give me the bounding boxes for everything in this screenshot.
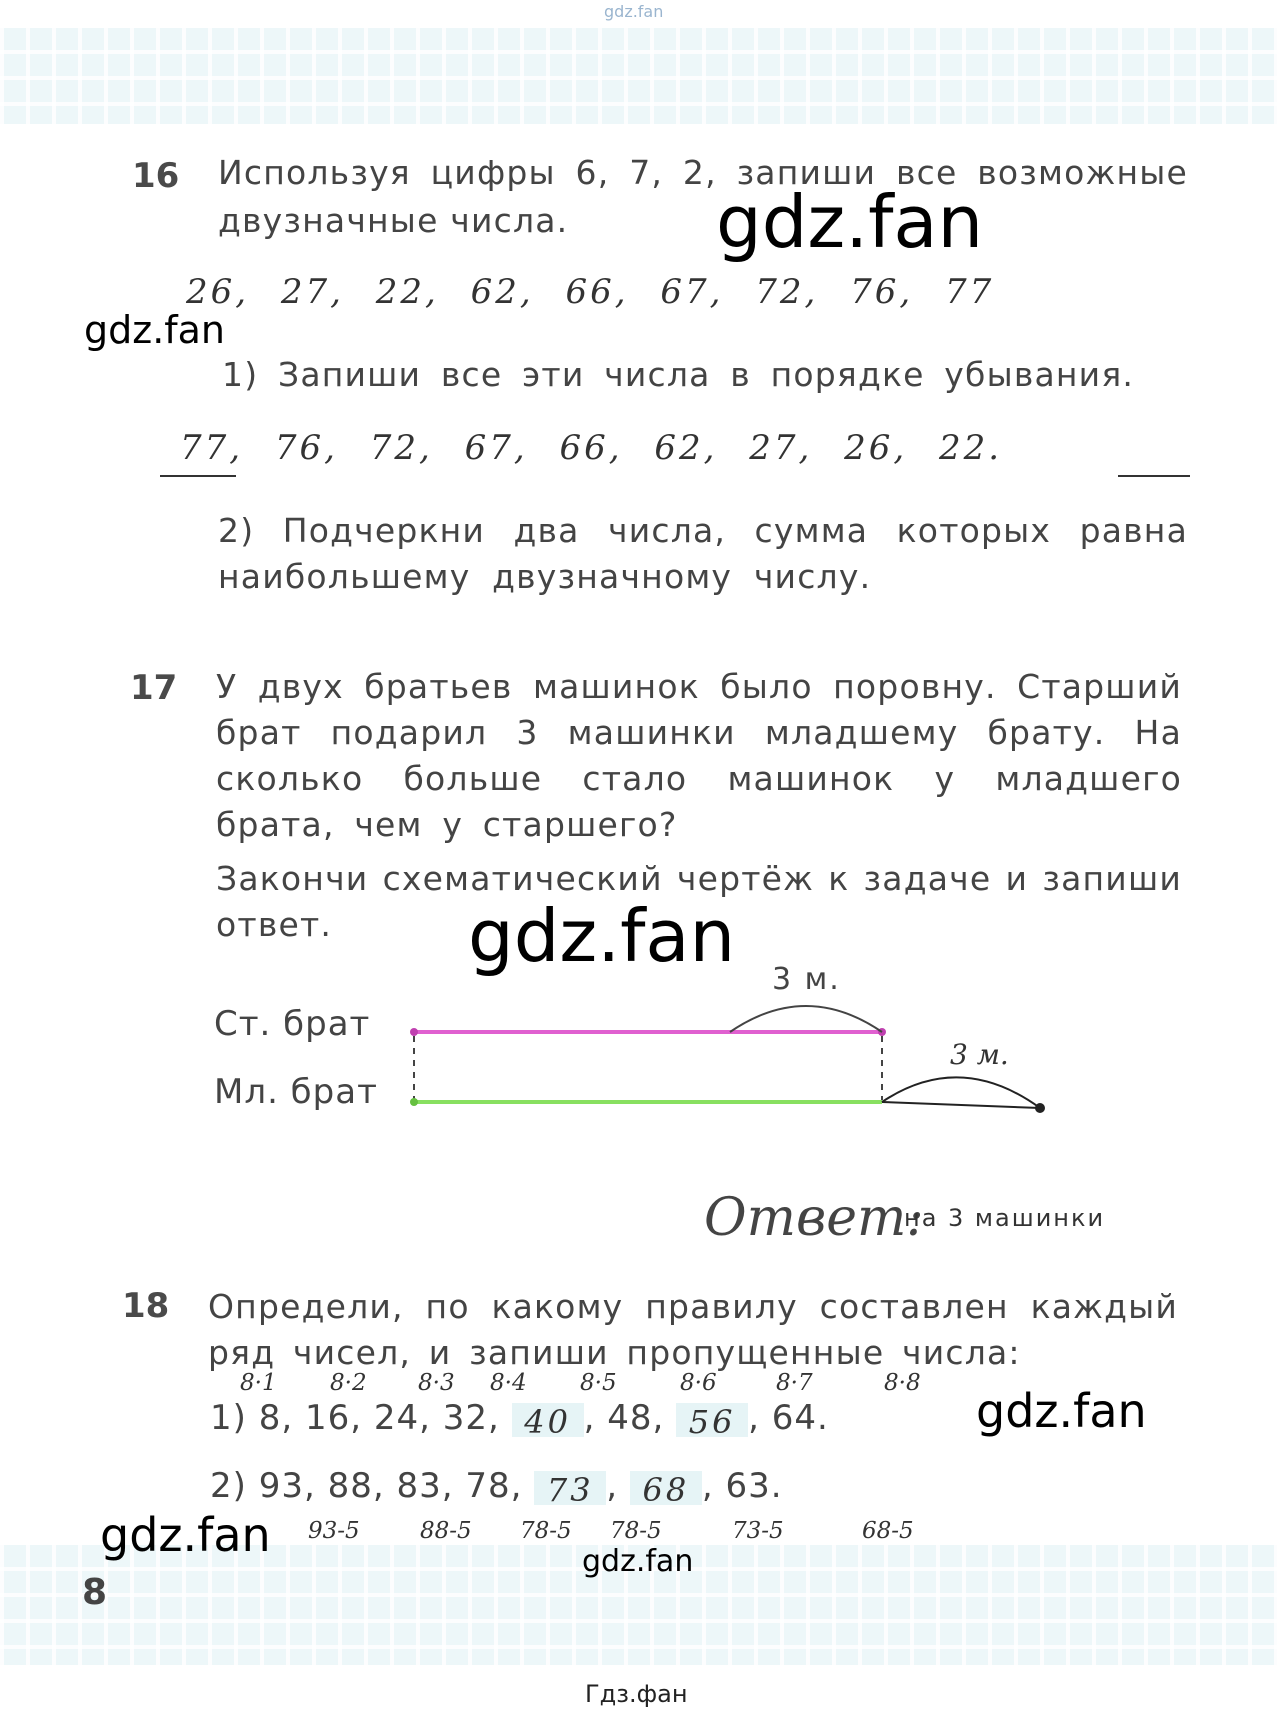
younger-end-dot [1035, 1103, 1045, 1113]
task-17-number: 17 [130, 668, 178, 708]
row1-notes-note: 8·4 [490, 1370, 527, 1396]
row2-middle: , [606, 1466, 619, 1506]
younger-extension-line [882, 1102, 1040, 1108]
arc-label-printed: 3 м. [772, 962, 841, 997]
label-older-brother: Ст. брат [214, 1004, 371, 1044]
arc-label-handwritten: 3 м. [950, 1038, 1009, 1071]
watermark-1: gdz.fan [716, 180, 984, 264]
task-17-line1: У двух братьев машинок было поровну. Старший [216, 667, 1182, 706]
row1-notes-note: 8·7 [776, 1370, 813, 1396]
watermark-top: gdz.fan [604, 2, 664, 21]
row1-notes-note: 8·1 [240, 1370, 277, 1396]
task-16-answer-1: 77, 76, 72, 67, 66, 62, 27, 26, 22. [180, 428, 1003, 468]
task-16-handwritten-numbers: 26, 27, 22, 62, 66, 67, 72, 76, 77 [186, 272, 995, 312]
task-16-question-2-line1: 2) Подчеркни два числа, сумма которых равна [218, 511, 1188, 550]
printed-arc [730, 1006, 882, 1032]
sequence-row-1 [210, 1398, 829, 1441]
older-start-dot [410, 1028, 418, 1036]
page-number: 8 [82, 1572, 108, 1613]
watermark-6: gdz.fan [582, 1544, 694, 1579]
row2-notes-note: 73-5 [732, 1518, 784, 1544]
task-18-number: 18 [122, 1286, 170, 1326]
task-16-question-2-line2: наибольшему двузначному числу. [218, 557, 872, 596]
row1-suffix: , 64. [748, 1398, 829, 1438]
task-16-question-1: 1) Запиши все эти числа в порядке убывания. [222, 355, 1135, 394]
task-17-line3: сколько больше стало машинок у младшего [216, 759, 1182, 798]
row1-blank-1[interactable]: 40 [512, 1403, 584, 1437]
task-16-text-line1: Используя цифры 6, 7, 2, запиши все возможные [218, 153, 1188, 192]
row1-blank-2[interactable]: 56 [676, 1403, 748, 1437]
answer-label: Ответ: [704, 1188, 924, 1248]
row1-notes-note: 8·5 [580, 1370, 617, 1396]
younger-start-dot [410, 1098, 418, 1106]
row2-notes-note: 78-5 [610, 1518, 662, 1544]
watermark-2: gdz.fan [84, 308, 226, 352]
row1-prefix: 1) 8, 16, 24, 32, [210, 1398, 500, 1438]
task-17-line2: брат подарил 3 машинки младшему брату. На [216, 713, 1182, 752]
row1-notes-note: 8·2 [330, 1370, 367, 1396]
row1-notes-note: 8·6 [680, 1370, 717, 1396]
task-16-number: 16 [132, 156, 180, 196]
task-16-text-line2: двузначные числа. [218, 201, 569, 240]
watermark-4: gdz.fan [976, 1384, 1147, 1438]
watermark-3: gdz.fan [468, 894, 736, 978]
row2-notes-note: 78-5 [520, 1518, 572, 1544]
task-17-line4: брата, чем у старшего? [216, 805, 678, 844]
row2-blank-1[interactable]: 73 [534, 1471, 606, 1505]
row1-notes-note: 8·3 [418, 1370, 455, 1396]
footer-watermark: Гдз.фан [585, 1680, 688, 1708]
row1-notes-note: 8·8 [884, 1370, 921, 1396]
answer-text: на 3 машинки [904, 1204, 1106, 1232]
row1-middle: , 48, [583, 1398, 665, 1438]
row2-notes-note: 68-5 [862, 1518, 914, 1544]
task-17-line6: ответ. [216, 905, 333, 944]
task-17-line5: Закончи схематический чертёж к задаче и запиши [216, 859, 1182, 898]
row2-prefix: 2) 93, 88, 83, 78, [210, 1466, 523, 1506]
row2-suffix: , 63. [701, 1466, 783, 1506]
row2-notes-note: 88-5 [420, 1518, 472, 1544]
task-18-line2: ряд чисел, и запиши пропущенные числа: [208, 1333, 1021, 1372]
row2-blank-2[interactable]: 68 [630, 1471, 702, 1505]
row2-notes-note: 93-5 [308, 1518, 360, 1544]
watermark-5: gdz.fan [100, 1508, 271, 1562]
sequence-row-2 [210, 1466, 783, 1509]
task-18-line1: Определи, по какому правилу составлен каждый [208, 1287, 1178, 1326]
label-younger-brother: Мл. брат [214, 1072, 378, 1112]
